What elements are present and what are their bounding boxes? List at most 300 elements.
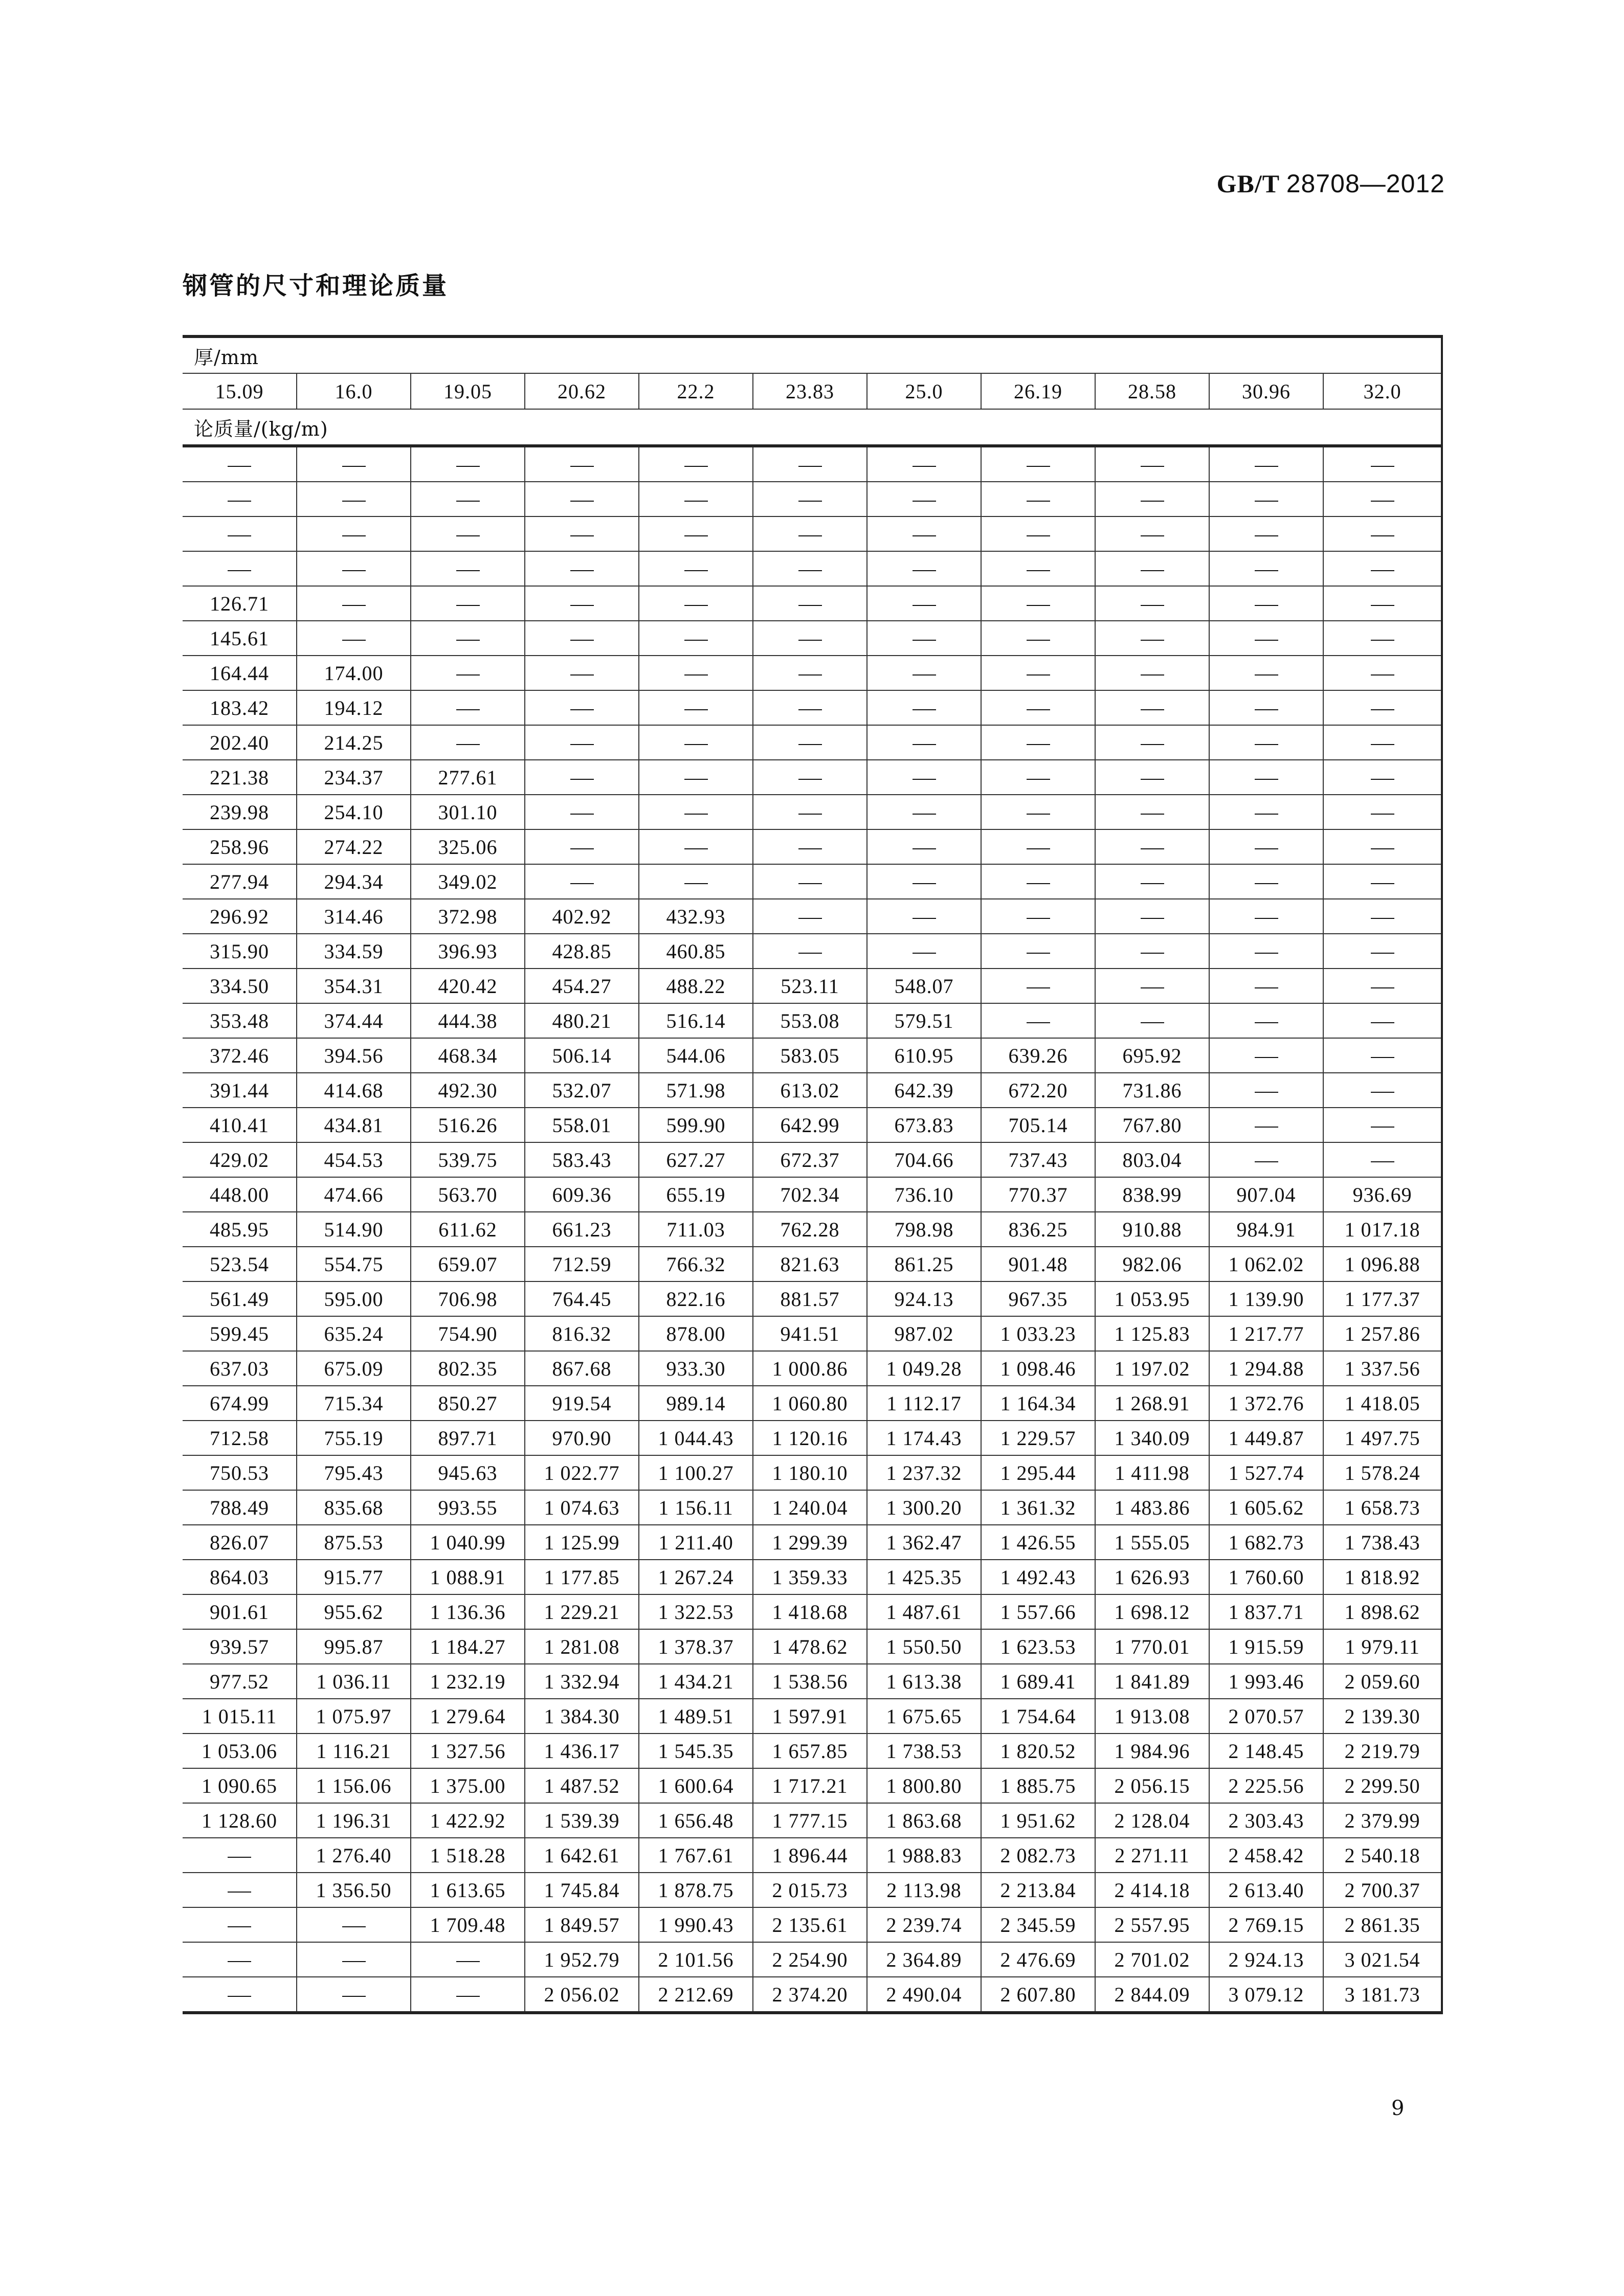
mass-cell: 993.55 — [411, 1490, 525, 1525]
mass-cell: 428.85 — [525, 934, 639, 969]
mass-cell: 627.27 — [639, 1142, 753, 1177]
mass-cell: 1 100.27 — [639, 1455, 753, 1490]
mass-cell — [753, 621, 867, 656]
empty-dash — [1371, 883, 1394, 884]
mass-cell: 2 414.18 — [1095, 1873, 1209, 1907]
mass-cell — [867, 829, 981, 864]
mass-cell: 2 613.40 — [1209, 1873, 1323, 1907]
empty-dash — [1141, 848, 1164, 849]
mass-cell: 2 135.61 — [753, 1907, 867, 1942]
mass-cell: 941.51 — [753, 1316, 867, 1351]
mass-cell: 315.90 — [183, 934, 297, 969]
mass-cell — [183, 1942, 297, 1977]
mass-cell — [753, 725, 867, 760]
table-row — [183, 1977, 1442, 2013]
empty-dash — [1255, 674, 1278, 676]
empty-dash — [1141, 501, 1164, 502]
mass-cell: 1 156.11 — [639, 1490, 753, 1525]
empty-dash — [1371, 501, 1394, 502]
mass-cell: 448.00 — [183, 1177, 297, 1212]
mass-cell: 277.61 — [411, 760, 525, 795]
mass-cell: 516.26 — [411, 1108, 525, 1142]
mass-cell: 1 128.60 — [183, 1803, 297, 1838]
empty-dash — [228, 1857, 251, 1858]
mass-cell — [1209, 516, 1323, 551]
mass-cell: 1 426.55 — [981, 1525, 1095, 1560]
mass-cell: 1 139.90 — [1209, 1281, 1323, 1316]
mass-cell: 563.70 — [411, 1177, 525, 1212]
mass-cell: 915.77 — [297, 1560, 411, 1594]
mass-cell: 610.95 — [867, 1038, 981, 1073]
mass-cell — [183, 1838, 297, 1873]
empty-dash — [1371, 814, 1394, 815]
mass-cell: 995.87 — [297, 1629, 411, 1664]
mass-cell — [525, 656, 639, 690]
mass-cell: 2 015.73 — [753, 1873, 867, 1907]
mass-cell — [867, 586, 981, 621]
mass-cell: 1 174.43 — [867, 1421, 981, 1455]
empty-dash — [798, 883, 822, 884]
empty-dash — [342, 640, 366, 641]
empty-dash — [1027, 709, 1050, 710]
mass-cell: 611.62 — [411, 1212, 525, 1247]
mass-cell: 1 863.68 — [867, 1803, 981, 1838]
mass-cell — [981, 934, 1095, 969]
mass-cell — [1209, 1108, 1323, 1142]
mass-cell — [525, 725, 639, 760]
empty-dash — [684, 744, 708, 745]
mass-cell: 1 487.52 — [525, 1768, 639, 1803]
mass-cell — [1209, 586, 1323, 621]
mass-cell — [639, 656, 753, 690]
mass-cell: 2 254.90 — [753, 1942, 867, 1977]
empty-dash — [913, 883, 936, 884]
mass-cell — [1209, 656, 1323, 690]
mass-cell: 1 090.65 — [183, 1768, 297, 1803]
unit-header-row — [183, 409, 1442, 446]
empty-dash — [1371, 918, 1394, 919]
mass-cell: 1 337.56 — [1323, 1351, 1442, 1386]
mass-cell — [1323, 969, 1442, 1003]
mass-cell — [981, 760, 1095, 795]
mass-cell — [867, 621, 981, 656]
mass-cell: 2 476.69 — [981, 1942, 1095, 1977]
mass-cell: 2 225.56 — [1209, 1768, 1323, 1803]
empty-dash — [1371, 1161, 1394, 1162]
mass-cell: 1 177.85 — [525, 1560, 639, 1594]
mass-cell — [1209, 829, 1323, 864]
mass-cell: 554.75 — [297, 1247, 411, 1281]
mass-cell: 2 299.50 — [1323, 1768, 1442, 1803]
mass-cell: 1 613.38 — [867, 1664, 981, 1699]
mass-cell: 1 332.94 — [525, 1664, 639, 1699]
mass-cell: 750.53 — [183, 1455, 297, 1490]
empty-dash — [913, 744, 936, 745]
mass-cell: 1 527.74 — [1209, 1455, 1323, 1490]
mass-cell: 2 213.84 — [981, 1873, 1095, 1907]
table-row — [183, 1003, 1442, 1038]
mass-cell — [525, 621, 639, 656]
mass-cell: 1 112.17 — [867, 1386, 981, 1421]
mass-cell: 294.34 — [297, 864, 411, 899]
mass-cell: 1 538.56 — [753, 1664, 867, 1699]
mass-cell — [411, 482, 525, 516]
mass-cell: 878.00 — [639, 1316, 753, 1351]
mass-cell — [867, 725, 981, 760]
mass-cell — [1209, 690, 1323, 725]
mass-cell: 1 990.43 — [639, 1907, 753, 1942]
mass-cell: 454.27 — [525, 969, 639, 1003]
mass-cell — [753, 760, 867, 795]
mass-cell: 706.98 — [411, 1281, 525, 1316]
mass-cell: 301.10 — [411, 795, 525, 829]
mass-cell — [753, 482, 867, 516]
empty-dash — [913, 848, 936, 849]
mass-cell — [753, 829, 867, 864]
mass-cell — [1323, 899, 1442, 934]
mass-cell: 3 181.73 — [1323, 1977, 1442, 2013]
mass-cell — [411, 551, 525, 586]
empty-dash — [913, 918, 936, 919]
table-row — [183, 516, 1442, 551]
thickness-cell: 19.05 — [411, 373, 525, 409]
table-row — [183, 1455, 1442, 1490]
mass-cell: 1 656.48 — [639, 1803, 753, 1838]
mass-cell: 1 613.65 — [411, 1873, 525, 1907]
thickness-cell: 26.19 — [981, 373, 1095, 409]
mass-cell: 1 240.04 — [753, 1490, 867, 1525]
mass-cell: 1 017.18 — [1323, 1212, 1442, 1247]
mass-cell: 803.04 — [1095, 1142, 1209, 1177]
mass-cell — [525, 690, 639, 725]
mass-cell — [411, 446, 525, 482]
mass-cell: 514.90 — [297, 1212, 411, 1247]
mass-cell — [1323, 1038, 1442, 1073]
mass-cell — [867, 795, 981, 829]
mass-cell: 516.14 — [639, 1003, 753, 1038]
mass-cell: 1 434.21 — [639, 1664, 753, 1699]
mass-cell: 480.21 — [525, 1003, 639, 1038]
mass-cell: 795.43 — [297, 1455, 411, 1490]
mass-cell — [411, 586, 525, 621]
mass-cell: 642.99 — [753, 1108, 867, 1142]
mass-cell: 1 060.80 — [753, 1386, 867, 1421]
empty-dash — [1371, 744, 1394, 745]
mass-cell: 1 754.64 — [981, 1699, 1095, 1734]
empty-dash — [1141, 987, 1164, 988]
mass-cell — [1095, 656, 1209, 690]
mass-cell: 1 539.39 — [525, 1803, 639, 1838]
mass-cell: 1 125.83 — [1095, 1316, 1209, 1351]
mass-cell — [753, 586, 867, 621]
mass-cell: 2 212.69 — [639, 1977, 753, 2013]
mass-cell: 762.28 — [753, 1212, 867, 1247]
mass-cell: 174.00 — [297, 656, 411, 690]
mass-cell — [1095, 621, 1209, 656]
empty-dash — [228, 535, 251, 536]
mass-cell: 1 229.57 — [981, 1421, 1095, 1455]
empty-dash — [1255, 1022, 1278, 1023]
empty-dash — [1255, 501, 1278, 502]
empty-dash — [1371, 1022, 1394, 1023]
mass-cell — [183, 1873, 297, 1907]
mass-cell: 881.57 — [753, 1281, 867, 1316]
mass-cell — [297, 621, 411, 656]
mass-cell: 420.42 — [411, 969, 525, 1003]
empty-dash — [1255, 709, 1278, 710]
mass-cell — [1323, 795, 1442, 829]
mass-cell — [753, 795, 867, 829]
empty-dash — [228, 466, 251, 467]
table-row — [183, 795, 1442, 829]
mass-cell: 1 299.39 — [753, 1525, 867, 1560]
mass-cell: 2 128.04 — [1095, 1803, 1209, 1838]
empty-dash — [1255, 918, 1278, 919]
empty-dash — [1371, 953, 1394, 954]
mass-cell — [1095, 934, 1209, 969]
mass-cell: 2 082.73 — [981, 1838, 1095, 1873]
mass-cell: 1 384.30 — [525, 1699, 639, 1734]
mass-cell: 221.38 — [183, 760, 297, 795]
mass-cell: 1 820.52 — [981, 1734, 1095, 1768]
mass-cell: 897.71 — [411, 1421, 525, 1455]
mass-cell: 1 745.84 — [525, 1873, 639, 1907]
mass-cell: 945.63 — [411, 1455, 525, 1490]
thickness-cell: 28.58 — [1095, 373, 1209, 409]
table-row — [183, 725, 1442, 760]
mass-cell: 532.07 — [525, 1073, 639, 1108]
mass-cell: 2 379.99 — [1323, 1803, 1442, 1838]
mass-cell: 1 837.71 — [1209, 1594, 1323, 1629]
mass-cell: 1 658.73 — [1323, 1490, 1442, 1525]
mass-cell — [639, 795, 753, 829]
mass-cell: 2 540.18 — [1323, 1838, 1442, 1873]
mass-cell: 2 271.11 — [1095, 1838, 1209, 1873]
mass-cell: 1 022.77 — [525, 1455, 639, 1490]
mass-cell — [1323, 934, 1442, 969]
mass-cell: 1 040.99 — [411, 1525, 525, 1560]
table-row — [183, 1038, 1442, 1073]
mass-cell: 1 777.15 — [753, 1803, 867, 1838]
empty-dash — [798, 953, 822, 954]
mass-cell: 474.66 — [297, 1177, 411, 1212]
mass-cell: 1 800.80 — [867, 1768, 981, 1803]
mass-cell: 1 885.75 — [981, 1768, 1095, 1803]
table-row — [183, 656, 1442, 690]
mass-cell: 1 436.17 — [525, 1734, 639, 1768]
empty-dash — [798, 848, 822, 849]
empty-dash — [1027, 535, 1050, 536]
mass-cell: 987.02 — [867, 1316, 981, 1351]
mass-cell: 1 361.32 — [981, 1490, 1095, 1525]
mass-cell — [867, 516, 981, 551]
mass-cell — [1209, 1038, 1323, 1073]
empty-dash — [684, 848, 708, 849]
empty-dash — [1027, 987, 1050, 988]
mass-cell — [1323, 829, 1442, 864]
mass-cell — [981, 829, 1095, 864]
mass-cell: 766.32 — [639, 1247, 753, 1281]
mass-cell: 1 993.46 — [1209, 1664, 1323, 1699]
section-title: 钢管的尺寸和理论质量 — [183, 272, 449, 300]
mass-cell: 672.20 — [981, 1073, 1095, 1108]
mass-cell: 788.49 — [183, 1490, 297, 1525]
mass-cell: 642.39 — [867, 1073, 981, 1108]
mass-cell: 826.07 — [183, 1525, 297, 1560]
empty-dash — [570, 883, 594, 884]
mass-cell: 675.09 — [297, 1351, 411, 1386]
mass-cell: 1 196.31 — [297, 1803, 411, 1838]
mass-cell — [1095, 899, 1209, 934]
mass-cell — [981, 1003, 1095, 1038]
empty-dash — [1027, 640, 1050, 641]
mass-cell: 661.23 — [525, 1212, 639, 1247]
mass-cell — [411, 690, 525, 725]
table-row — [183, 1247, 1442, 1281]
mass-cell — [867, 934, 981, 969]
mass-cell — [183, 482, 297, 516]
mass-cell: 1 657.85 — [753, 1734, 867, 1768]
mass-cell: 2 345.59 — [981, 1907, 1095, 1942]
mass-cell — [867, 482, 981, 516]
mass-cell: 506.14 — [525, 1038, 639, 1073]
mass-cell: 1 268.91 — [1095, 1386, 1209, 1421]
mass-cell — [411, 656, 525, 690]
empty-dash — [456, 640, 480, 641]
mass-cell — [1323, 1142, 1442, 1177]
mass-cell — [753, 934, 867, 969]
mass-cell: 1 237.32 — [867, 1455, 981, 1490]
empty-dash — [342, 535, 366, 536]
mass-cell — [1209, 446, 1323, 482]
mass-cell — [981, 621, 1095, 656]
thickness-cell: 16.0 — [297, 373, 411, 409]
mass-cell: 1 356.50 — [297, 1873, 411, 1907]
mass-cell: 523.54 — [183, 1247, 297, 1281]
mass-cell: 933.30 — [639, 1351, 753, 1386]
mass-cell: 1 378.37 — [639, 1629, 753, 1664]
mass-cell — [297, 586, 411, 621]
mass-cell — [1209, 969, 1323, 1003]
mass-cell — [297, 1977, 411, 2013]
mass-cell: 548.07 — [867, 969, 981, 1003]
mass-cell — [297, 1942, 411, 1977]
mass-cell: 1 555.05 — [1095, 1525, 1209, 1560]
empty-dash — [1255, 1092, 1278, 1093]
mass-cell: 429.02 — [183, 1142, 297, 1177]
mass-cell: 460.85 — [639, 934, 753, 969]
mass-cell: 2 139.30 — [1323, 1699, 1442, 1734]
mass-cell: 1 164.34 — [981, 1386, 1095, 1421]
mass-cell: 1 281.08 — [525, 1629, 639, 1664]
empty-dash — [570, 674, 594, 676]
mass-cell: 1 578.24 — [1323, 1455, 1442, 1490]
mass-cell: 1 229.21 — [525, 1594, 639, 1629]
empty-dash — [1027, 848, 1050, 849]
empty-dash — [1255, 605, 1278, 606]
table-row — [183, 586, 1442, 621]
table-row — [183, 934, 1442, 969]
mass-cell — [1095, 1003, 1209, 1038]
empty-dash — [1255, 987, 1278, 988]
mass-cell: 374.44 — [297, 1003, 411, 1038]
mass-cell: 1 483.86 — [1095, 1490, 1209, 1525]
table-row — [183, 1073, 1442, 1108]
mass-cell — [1095, 446, 1209, 482]
empty-dash — [570, 605, 594, 606]
mass-cell: 635.24 — [297, 1316, 411, 1351]
empty-dash — [570, 535, 594, 536]
empty-dash — [1141, 709, 1164, 710]
mass-cell: 1 487.61 — [867, 1594, 981, 1629]
mass-cell: 1 088.91 — [411, 1560, 525, 1594]
mass-cell — [639, 725, 753, 760]
mass-cell: 659.07 — [411, 1247, 525, 1281]
empty-dash — [1141, 883, 1164, 884]
empty-dash — [1371, 535, 1394, 536]
empty-dash — [913, 466, 936, 467]
empty-dash — [228, 1996, 251, 1997]
mass-cell: 2 490.04 — [867, 1977, 981, 2013]
mass-cell — [867, 690, 981, 725]
empty-dash — [1141, 744, 1164, 745]
mass-cell: 1 372.76 — [1209, 1386, 1323, 1421]
empty-dash — [913, 605, 936, 606]
mass-cell: 468.34 — [411, 1038, 525, 1073]
mass-cell: 1 098.46 — [981, 1351, 1095, 1386]
empty-dash — [1141, 953, 1164, 954]
mass-cell — [525, 864, 639, 899]
mass-cell: 1 295.44 — [981, 1455, 1095, 1490]
mass-cell: 214.25 — [297, 725, 411, 760]
mass-cell: 1 689.41 — [981, 1664, 1095, 1699]
empty-dash — [1027, 1022, 1050, 1023]
mass-cell — [183, 1977, 297, 2013]
mass-cell: 673.83 — [867, 1108, 981, 1142]
mass-cell: 1 738.43 — [1323, 1525, 1442, 1560]
mass-cell: 126.71 — [183, 586, 297, 621]
mass-cell — [867, 656, 981, 690]
mass-cell: 864.03 — [183, 1560, 297, 1594]
mass-cell — [297, 482, 411, 516]
mass-cell: 1 760.60 — [1209, 1560, 1323, 1594]
empty-dash — [913, 501, 936, 502]
mass-cell — [867, 899, 981, 934]
mass-cell — [639, 760, 753, 795]
mass-cell: 1 898.62 — [1323, 1594, 1442, 1629]
mass-cell — [1209, 1073, 1323, 1108]
mass-cell: 1 988.83 — [867, 1838, 981, 1873]
empty-dash — [913, 570, 936, 571]
mass-cell — [639, 621, 753, 656]
mass-cell: 258.96 — [183, 829, 297, 864]
empty-dash — [1255, 466, 1278, 467]
empty-dash — [570, 744, 594, 745]
mass-cell: 816.32 — [525, 1316, 639, 1351]
table-row — [183, 1803, 1442, 1838]
mass-cell — [1323, 690, 1442, 725]
mass-cell: 1 184.27 — [411, 1629, 525, 1664]
empty-dash — [1141, 814, 1164, 815]
mass-cell: 702.34 — [753, 1177, 867, 1212]
empty-dash — [684, 535, 708, 536]
mass-cell: 2 701.02 — [1095, 1942, 1209, 1977]
mass-cell: 396.93 — [411, 934, 525, 969]
mass-cell — [525, 482, 639, 516]
mass-cell: 2 239.74 — [867, 1907, 981, 1942]
mass-cell: 1 518.28 — [411, 1838, 525, 1873]
empty-dash — [1255, 814, 1278, 815]
